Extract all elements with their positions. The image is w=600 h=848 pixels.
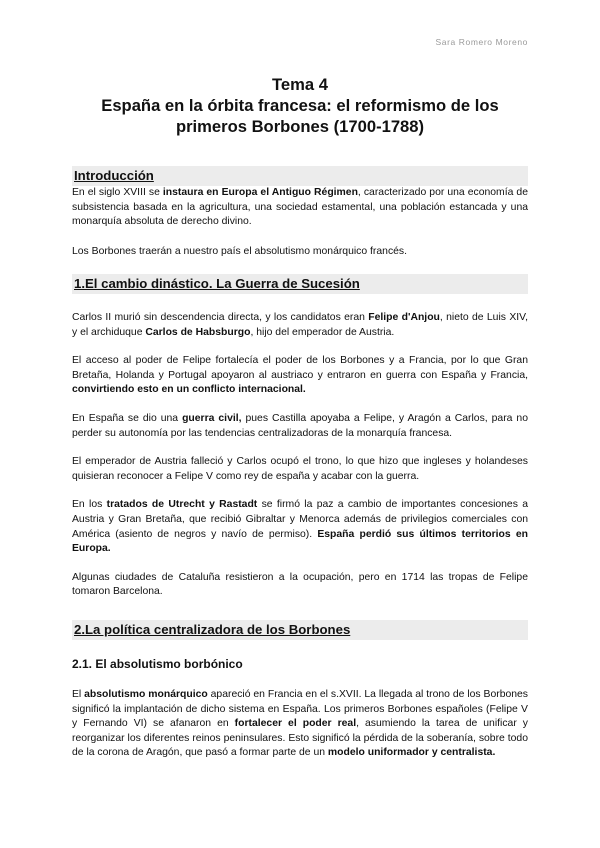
author-name: Sara Romero Moreno xyxy=(435,37,528,47)
title-line-2: España en la órbita francesa: el reformismo de los xyxy=(101,96,499,115)
s2-paragraph-1: El absolutismo monárquico apareció en Francia en el s.XVII. La llegada al trono de los Borbones significó la implantación de dicho sistema en España. Los primeros Borbones españoles (Felipe V y Fernando VI) se afanaron en fortalecer el poder real, asumiendo la tarea de unificar y reorganizar los diferentes reinos peninsulares. Esto significó la pérdida de la soberanía, sobre todo de la corona de Aragón, que pasó a formar parte de un modelo uniformador y centralista. xyxy=(72,689,529,759)
title-line-3: primeros Borbones (1700-1788) xyxy=(175,117,425,136)
s1-paragraph-6: Algunas ciudades de Cataluña resistieron a la ocupación, pero en 1714 las tropas de Felipe tomaron Barcelona. xyxy=(72,571,528,598)
section-heading-2 xyxy=(72,620,528,640)
intro-paragraph-2: Los Borbones traerán a nuestro país el absolutismo monárquico francés. xyxy=(72,245,407,257)
section-2-1 xyxy=(72,688,528,761)
section-heading-1 xyxy=(72,274,528,294)
document-title xyxy=(60,74,540,137)
title-line-1: Tema 4 xyxy=(272,75,328,94)
section-heading-2-text: 2.La política centralizadora de los Borbones xyxy=(74,622,351,637)
intro-section xyxy=(72,186,528,259)
s1-paragraph-4: El emperador de Austria falleció y Carlos ocupó el trono, lo que hizo que ingleses y holandeses quisieran reconocer a Felipe V como rey de españa y acabar con la guerra. xyxy=(72,456,528,482)
s1-paragraph-3: En España se dio una guerra civil, pues Castilla apoyaba a Felipe, y Aragón a Carlos, para no perder su autonomía por las tendencias centralizadoras de la monarquía francesa. xyxy=(72,412,528,439)
section-heading-intro-text: Introducción xyxy=(74,168,154,183)
intro-paragraph-1: En el siglo XVIII se instaura en Europa el Antiguo Régimen, caracterizado por una economía de subsistencia basada en la agricultura, una sociedad estamental, una población estancada y una monarquía absoluta de derecho divino. xyxy=(72,187,528,228)
subsection-heading-2-1: 2.1. El absolutismo borbónico xyxy=(72,657,243,671)
s1-paragraph-2: El acceso al poder de Felipe fortalecía el poder de los Borbones y a Francia, por lo que Gran Bretaña, Holanda y Portugal apoyaron al austriaco y entraron en guerra con España y Francia, convirtiendo esto en un conflicto internacional. xyxy=(72,355,528,396)
section-heading-1-text: 1.El cambio dinástico. La Guerra de Sucesión xyxy=(74,276,360,291)
s1-paragraph-1: Carlos II murió sin descendencia directa, y los candidatos eran Felipe d'Anjou, nieto de Luis XIV, y el archiduque Carlos de Habsburgo, hijo del emperador de Austria. xyxy=(72,312,528,338)
s1-paragraph-5: En los tratados de Utrecht y Rastadt se firmó la paz a cambio de importantes concesiones a Austria y Gran Bretaña, que recibió Gibraltar y Menorca además de privilegios comerciales con América (asiento de negros y navío de permiso). España perdió sus últimos territorios en Europa. xyxy=(72,499,529,555)
section-heading-intro xyxy=(72,166,528,186)
section-1 xyxy=(72,311,528,600)
